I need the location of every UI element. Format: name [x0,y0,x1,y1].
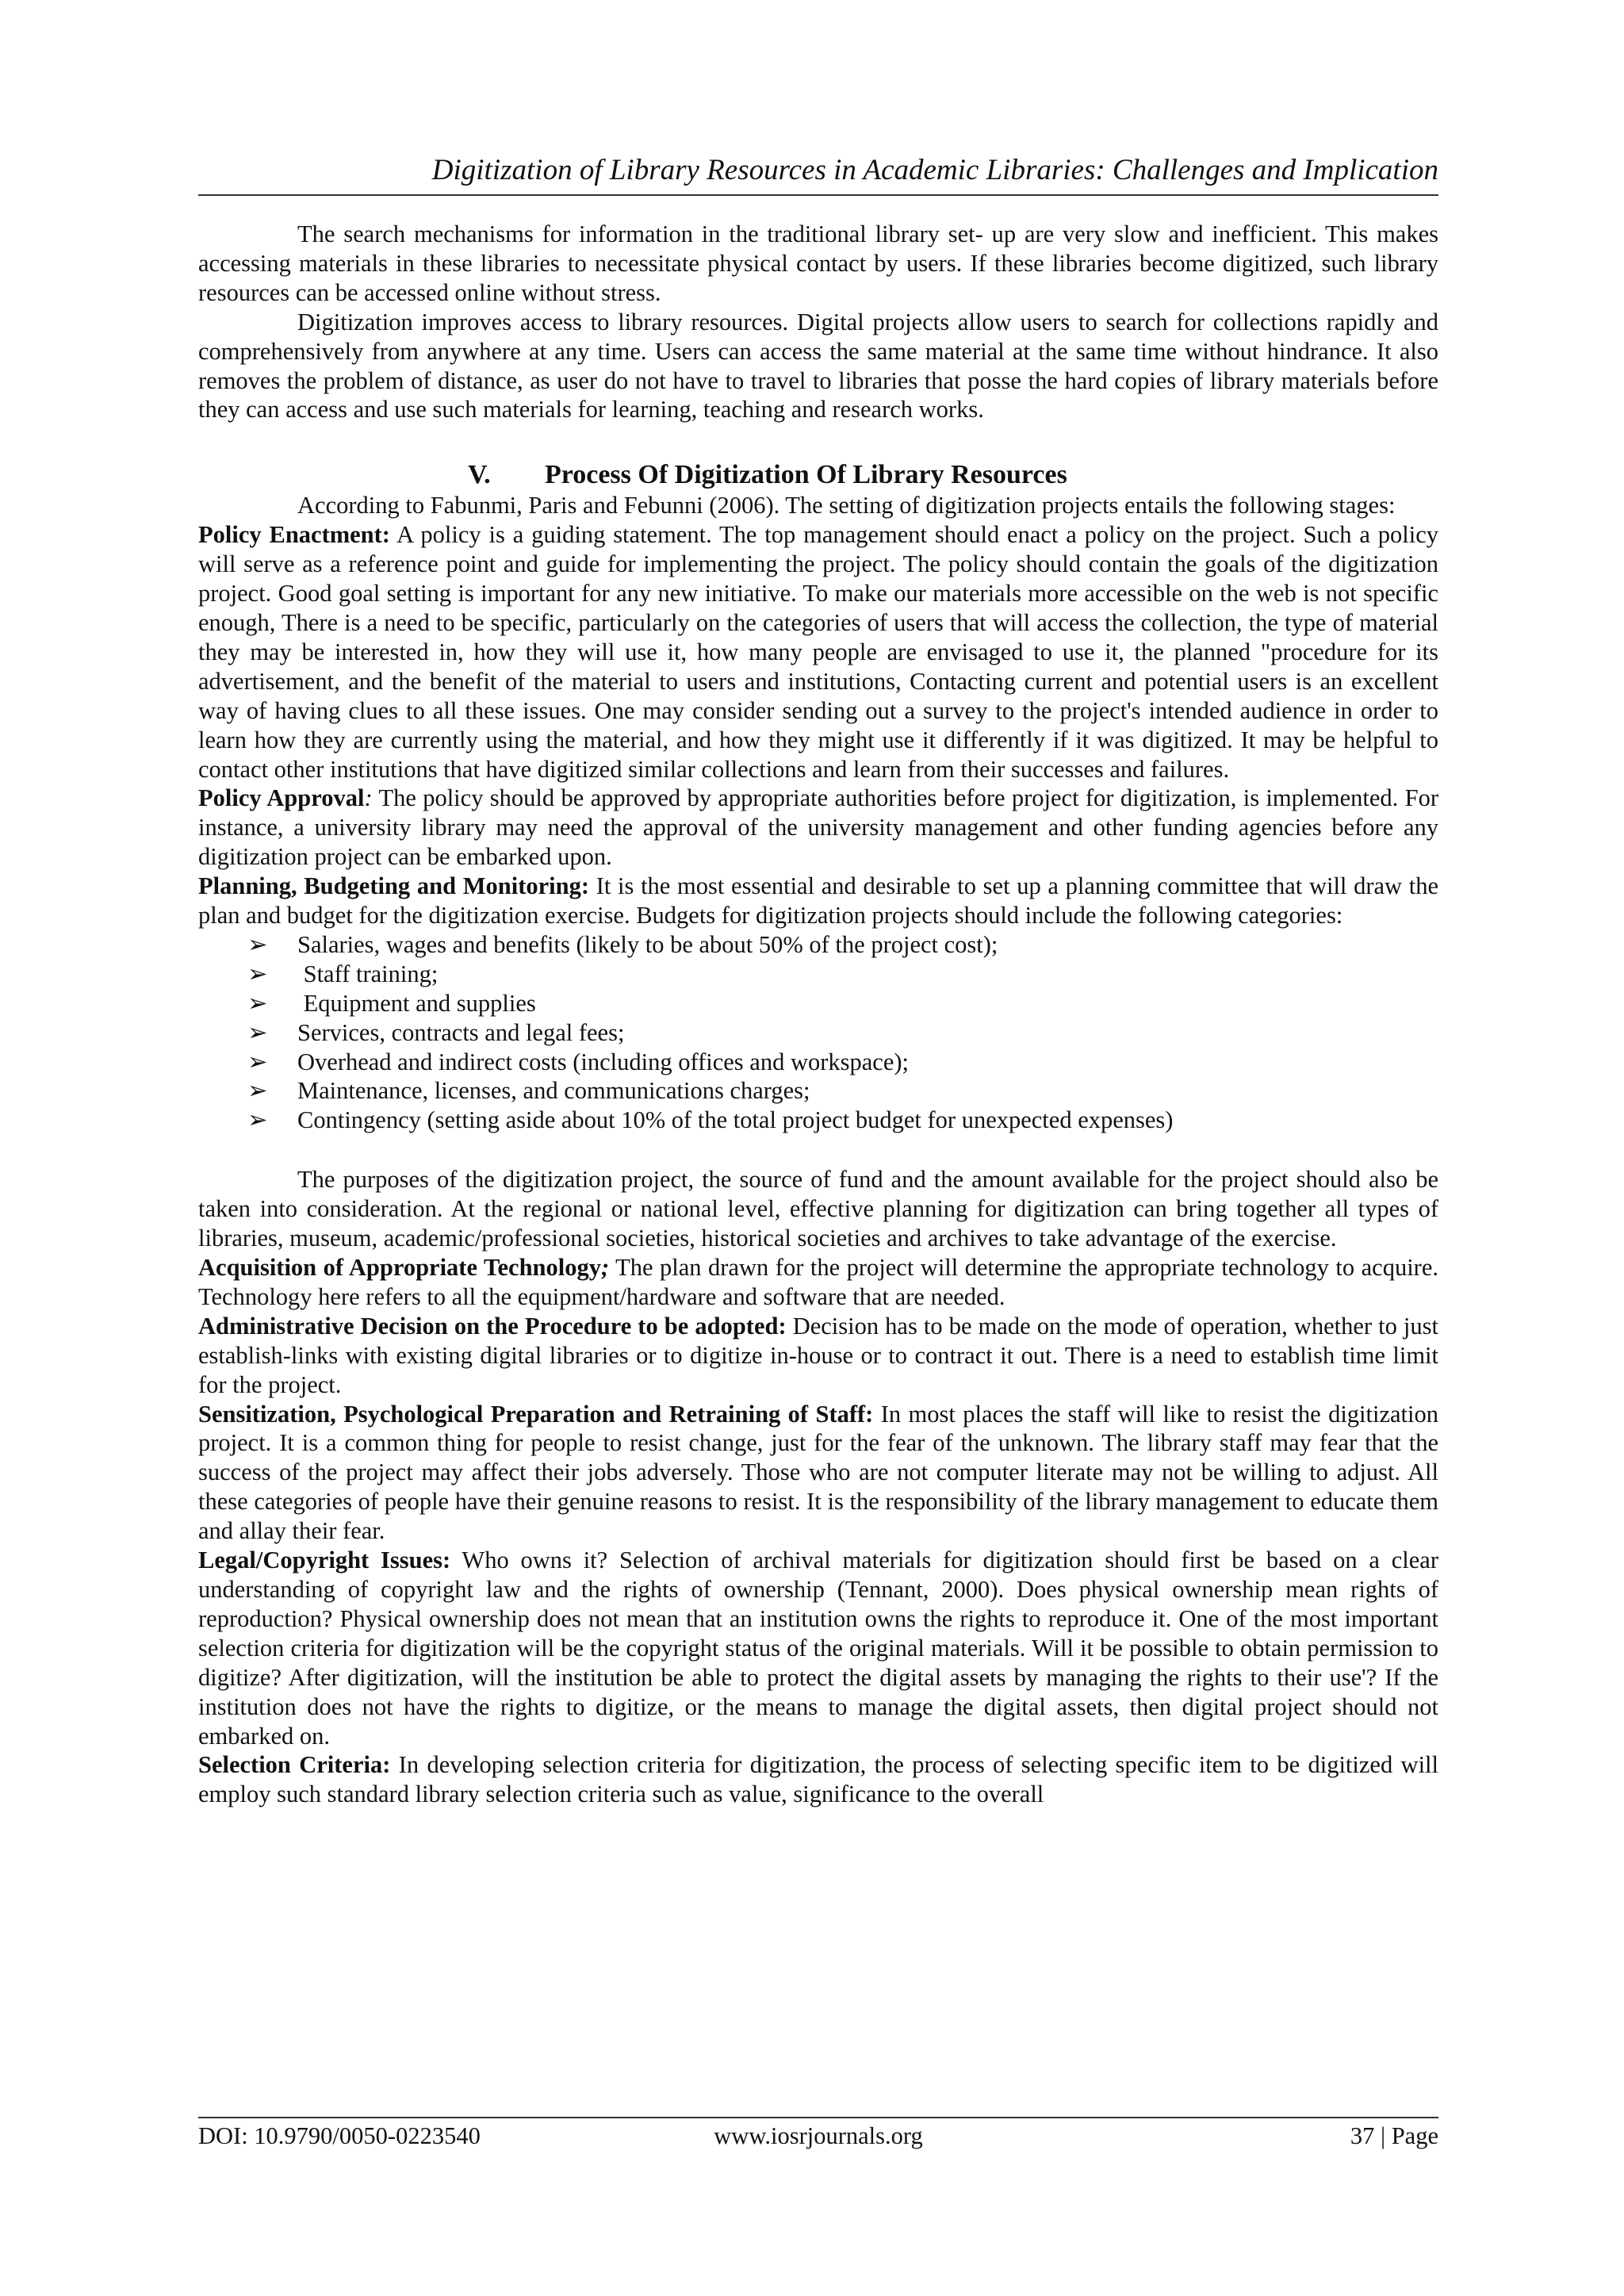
policy-approval-text: The policy should be approved by appropriate authorities before project for digitization, is implemented. For instance, a university library may need the approval of the university management and other funding agencies before any digitization project can be embarked upon. [198,784,1438,871]
footer-divider [198,2117,1438,2118]
paragraph-acquisition [198,1253,1438,1312]
budget-category-list [198,930,1438,1135]
paragraph-policy-enactment [198,520,1438,784]
section-number: V. [468,460,491,490]
list-item: ➢ Equipment and supplies [247,989,536,1017]
paragraph-administrative [198,1312,1438,1400]
running-header: Digitization of Library Resources in Academic Libraries: Challenges and Implication [431,154,1438,186]
doi: DOI: 10.9790/0050-0223540 [198,2122,481,2149]
paragraph-search-mechanisms: The search mechanisms for information in the traditional library set- up are very slow and inefficient. This makes accessing materials in these libraries to necessitate physical contact by users. If these libraries become digitized, such library resources can be accessed online without stress. [198,220,1438,306]
arrow-bullet-icon: ➢ [247,930,268,958]
journal-website: www.iosrjournals.org [714,2122,923,2149]
section-title: Process Of Digitization Of Library Resources [545,460,1067,490]
sensitization-label: Sensitization, Psychological Preparation and Retraining of Staff: [198,1400,874,1428]
administrative-text: Decision has to be made on the mode of operation, whether to just establish-links with existing digital libraries or to digitize in-house or to contract it out. There is a need to establish time limit for the project. [198,1312,1438,1398]
policy-enactment-text: A policy is a guiding statement. The top management should enact a policy on the project. Such a policy will serve as a reference point and guide for implementing the project. The policy should contain the goals of the digitization project. Good goal setting is important for any new initiative. To make our materials more accessible on the web is not specific enough, There is a need to be specific, particularly on the categories of users that will access the collection, the type of material they may be interested in, how they will use it, how many people are envisaged to use it, the planned "procedure for its advertisement, and the benefit of the material to users and institutions, Contacting current and potential users is an excellent way of having clues to all these issues. One may consider sending out a survey to the project's intended audience in order to learn how they are currently using the material, and how they might use it differently if it was digitized. It may be helpful to contact other institutions that have digitized similar collections and learn from their successes and failures. [198,521,1438,783]
spacer [198,1135,1438,1165]
paragraph-planning [198,872,1438,930]
policy-enactment-label: Policy Enactment: [198,521,390,549]
administrative-label: Administrative Decision on the Procedure to be adopted: [198,1312,787,1340]
arrow-bullet-icon: ➢ [247,1077,268,1105]
article-body [198,220,1438,1809]
sensitization-text: In most places the staff will like to resist the digitization project. It is a common thing for people to resist change, just for the fear of the unknown. The library staff may fear that the success of the project may affect their jobs adversely. Those who are not computer literate may not be willing to adjust. All these categories of people have their genuine reasons to resist. It is the responsibility of the library management to educate them and allay their fear. [198,1400,1438,1545]
acquisition-semicolon: ; [600,1254,610,1281]
selection-text: In developing selection criteria for digitization, the process of selecting specific item to be digitized will employ such standard library selection criteria such as value, significance to the overall [198,1751,1438,1808]
policy-approval-colon: : [364,784,373,812]
list-item: ➢ Salaries, wages and benefits (likely to be about 50% of the project cost); [247,930,998,958]
list-item: ➢ Overhead and indirect costs (including offices and workspace); [247,1048,909,1075]
arrow-bullet-icon: ➢ [247,1106,268,1134]
arrow-bullet-icon: ➢ [247,960,268,987]
list-item: ➢ Contingency (setting aside about 10% of the total project budget for unexpected expenses) [247,1106,1174,1134]
legal-text: Who owns it? Selection of archival materials for digitization should first be based on a clear understanding of copyright law and the rights of ownership (Tennant, 2000). Does physical ownership mean rights of reproduction? Physical ownership does not mean that an institution owns the rights to reproduce it. One of the most important selection criteria for digitization will be the copyright status of the original materials. Will it be possible to obtain permission to digitize? After digitization, will the institution be able to protect the digital assets by managing the rights to their use'? If the institution does not have the rights to digitize, or the means to manage the digital assets, then digital project should not embarked on. [198,1547,1438,1750]
arrow-bullet-icon: ➢ [247,989,268,1017]
selection-label: Selection Criteria: [198,1751,391,1779]
legal-label: Legal/Copyright Issues: [198,1547,451,1574]
policy-approval-label: Policy Approval [198,784,365,812]
section-heading [198,459,1438,491]
paragraph-legal [198,1546,1438,1750]
arrow-bullet-icon: ➢ [247,1018,268,1046]
spacer [198,424,1438,454]
section-intro: According to Fabunmi, Paris and Febunni (2006). The setting of digitization projects entails the following stages: [297,492,1396,519]
page-footer [198,2120,1438,2152]
page-number: 37 | Page [1350,2122,1438,2149]
paragraph-digitization-access: Digitization improves access to library resources. Digital projects allow users to search for collections rapidly and comprehensively from anywhere at any time. Users can access the same material at the same time without hindrance. It also removes the problem of distance, as user do not have to travel to libraries that posse the hard copies of library materials before they can access and use such materials for learning, teaching and research works. [198,308,1438,424]
list-item: ➢ Maintenance, licenses, and communications charges; [247,1077,810,1105]
paragraph-purposes: The purposes of the digitization project, the source of fund and the amount available for the project should also be taken into consideration. At the regional or national level, effective planning for digitization can bring together all types of libraries, museum, academic/professional societies, historical societies and archives to take advantage of the exercise. [198,1166,1438,1252]
list-item: ➢ Services, contracts and legal fees; [247,1018,625,1046]
planning-text: It is the most essential and desirable to set up a planning committee that will draw the plan and budget for the digitization exercise. Budgets for digitization projects should include the following categories: [198,872,1439,930]
acquisition-label: Acquisition of Appropriate Technology [198,1254,601,1281]
planning-label: Planning, Budgeting and Monitoring: [198,872,590,900]
paragraph-selection [198,1750,1438,1809]
arrow-bullet-icon: ➢ [247,1048,268,1075]
paragraph-policy-approval [198,784,1438,872]
acquisition-text: The plan drawn for the project will determine the appropriate technology to acquire. Technology here refers to all the equipment/hardware and software that are needed. [198,1254,1438,1310]
header-divider [198,194,1438,196]
list-item: ➢ Staff training; [247,960,439,987]
paragraph-sensitization [198,1400,1438,1547]
